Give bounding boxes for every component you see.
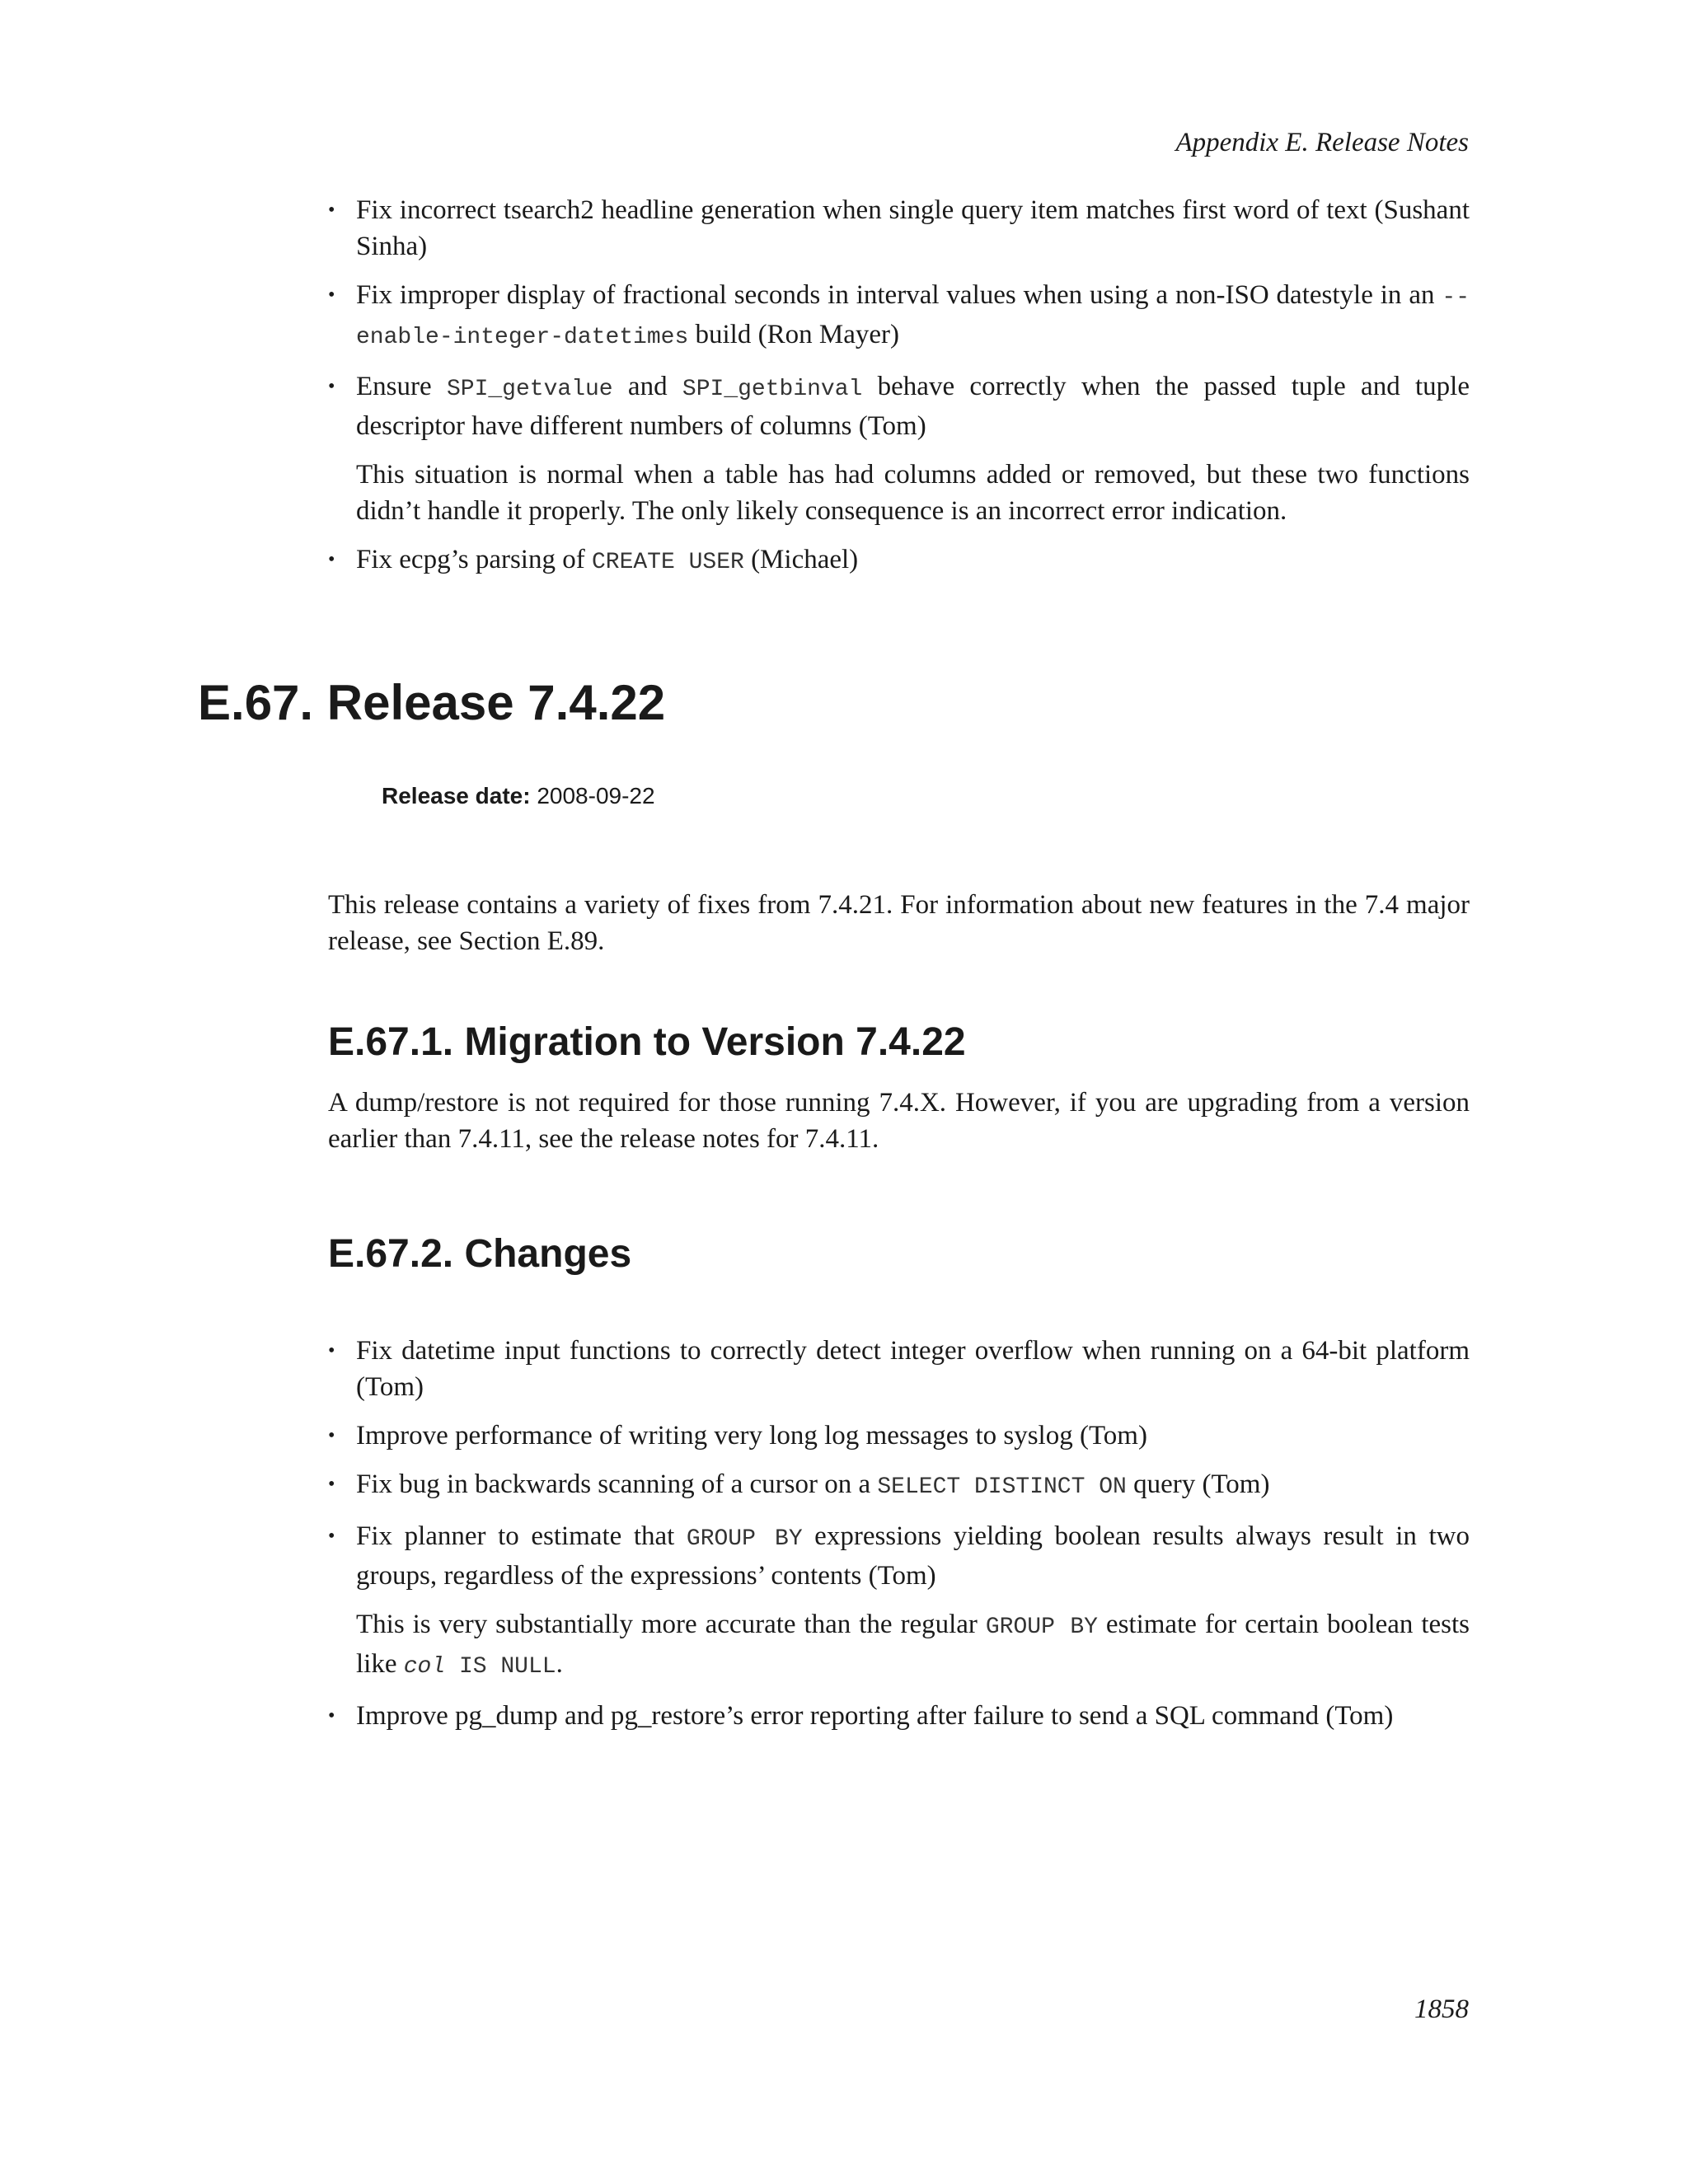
bullet-icon: • (328, 1474, 335, 1495)
list-item: • Fix improper display of fractional seconds in interval values when using a non-ISO datestyle in an --enable-integer-datetimes build (Ron Mayer) (328, 277, 1470, 356)
bullet-icon: • (328, 1705, 335, 1727)
list-item: • Improve performance of writing very long log messages to syslog (Tom) (328, 1418, 1470, 1454)
list-item: • Fix ecpg’s parsing of CREATE USER (Michael) (328, 541, 1470, 581)
code-literal-italic: col (403, 1654, 446, 1680)
release-date (382, 781, 655, 811)
list-item-note: This is very substantially more accurate than the regular GROUP BY estimate for certain boolean tests like col IS NULL. (356, 1610, 1470, 1680)
list-item: • Fix incorrect tsearch2 headline generation when single query item matches first word of text (Sushant Sinha) (328, 192, 1470, 265)
code-literal: IS NULL (445, 1654, 556, 1680)
list-item: • Fix datetime input functions to correctly detect integer overflow when running on a 64-bit platform (Tom) (328, 1333, 1470, 1405)
code-literal: SPI_getvalue (446, 377, 613, 402)
bullet-icon: • (328, 376, 335, 397)
code-literal: --enable-integer-datetimes (356, 285, 1470, 350)
changes-list-container (328, 1333, 1470, 1746)
top-list-container (328, 192, 1470, 593)
bullet-icon: • (328, 549, 335, 570)
code-literal: GROUP BY (686, 1526, 803, 1552)
list-item-note: This situation is normal when a table has had columns added or removed, but these two functions didn’t handle it properly. The only likely consequence is an incorrect error indication. (356, 460, 1470, 526)
bullet-icon: • (328, 1340, 335, 1361)
bullet-icon: • (328, 284, 335, 306)
changes-title: E.67.2. Changes (328, 1232, 632, 1276)
bullet-icon: • (328, 1526, 335, 1547)
release-date-value: 2008-09-22 (537, 783, 655, 808)
section-title: E.67. Release 7.4.22 (198, 675, 666, 730)
migration-body: A dump/restore is not required for those running 7.4.X. However, if you are upgrading from a version earlier than 7.4.11, see the release notes for 7.4.11. (328, 1088, 1470, 1154)
list-item: • Fix bug in backwards scanning of a cursor on a SELECT DISTINCT ON query (Tom) (328, 1466, 1470, 1506)
changes-bullet-list (328, 1333, 1470, 1734)
top-bullet-list (328, 192, 1470, 581)
code-literal: SELECT DISTINCT ON (877, 1474, 1127, 1500)
page-number: 1858 (1414, 1994, 1469, 2024)
list-item: • Improve pg_dump and pg_restore’s error reporting after failure to send a SQL command (Tom) (328, 1698, 1470, 1734)
bullet-icon: • (328, 1425, 335, 1446)
list-item: • Ensure SPI_getvalue and SPI_getbinval behave correctly when the passed tuple and tuple descriptor have different numbers of columns (Tom) This situation is normal when a table has had columns added or removed, but these two functions didn’t handle it properly. The only likely consequence is an incorrect error indication. (328, 368, 1470, 529)
release-date-label: Release date: (382, 783, 531, 808)
bullet-icon: • (328, 199, 335, 221)
section-intro: This release contains a variety of fixes from 7.4.21. For information about new features in the 7.4 major release, see Section E.89. (328, 890, 1470, 956)
list-item: • Fix planner to estimate that GROUP BY expressions yielding boolean results always result in two groups, regardless of the expressions’ contents (Tom) This is very substantially more accurate than the regular GROUP BY estimate for certain boolean tests like col IS NULL. (328, 1518, 1470, 1685)
code-literal: GROUP BY (985, 1615, 1098, 1640)
migration-title: E.67.1. Migration to Version 7.4.22 (328, 1020, 966, 1064)
running-header: Appendix E. Release Notes (1175, 128, 1469, 157)
code-literal: CREATE USER (591, 550, 744, 575)
code-literal: SPI_getbinval (682, 377, 863, 402)
